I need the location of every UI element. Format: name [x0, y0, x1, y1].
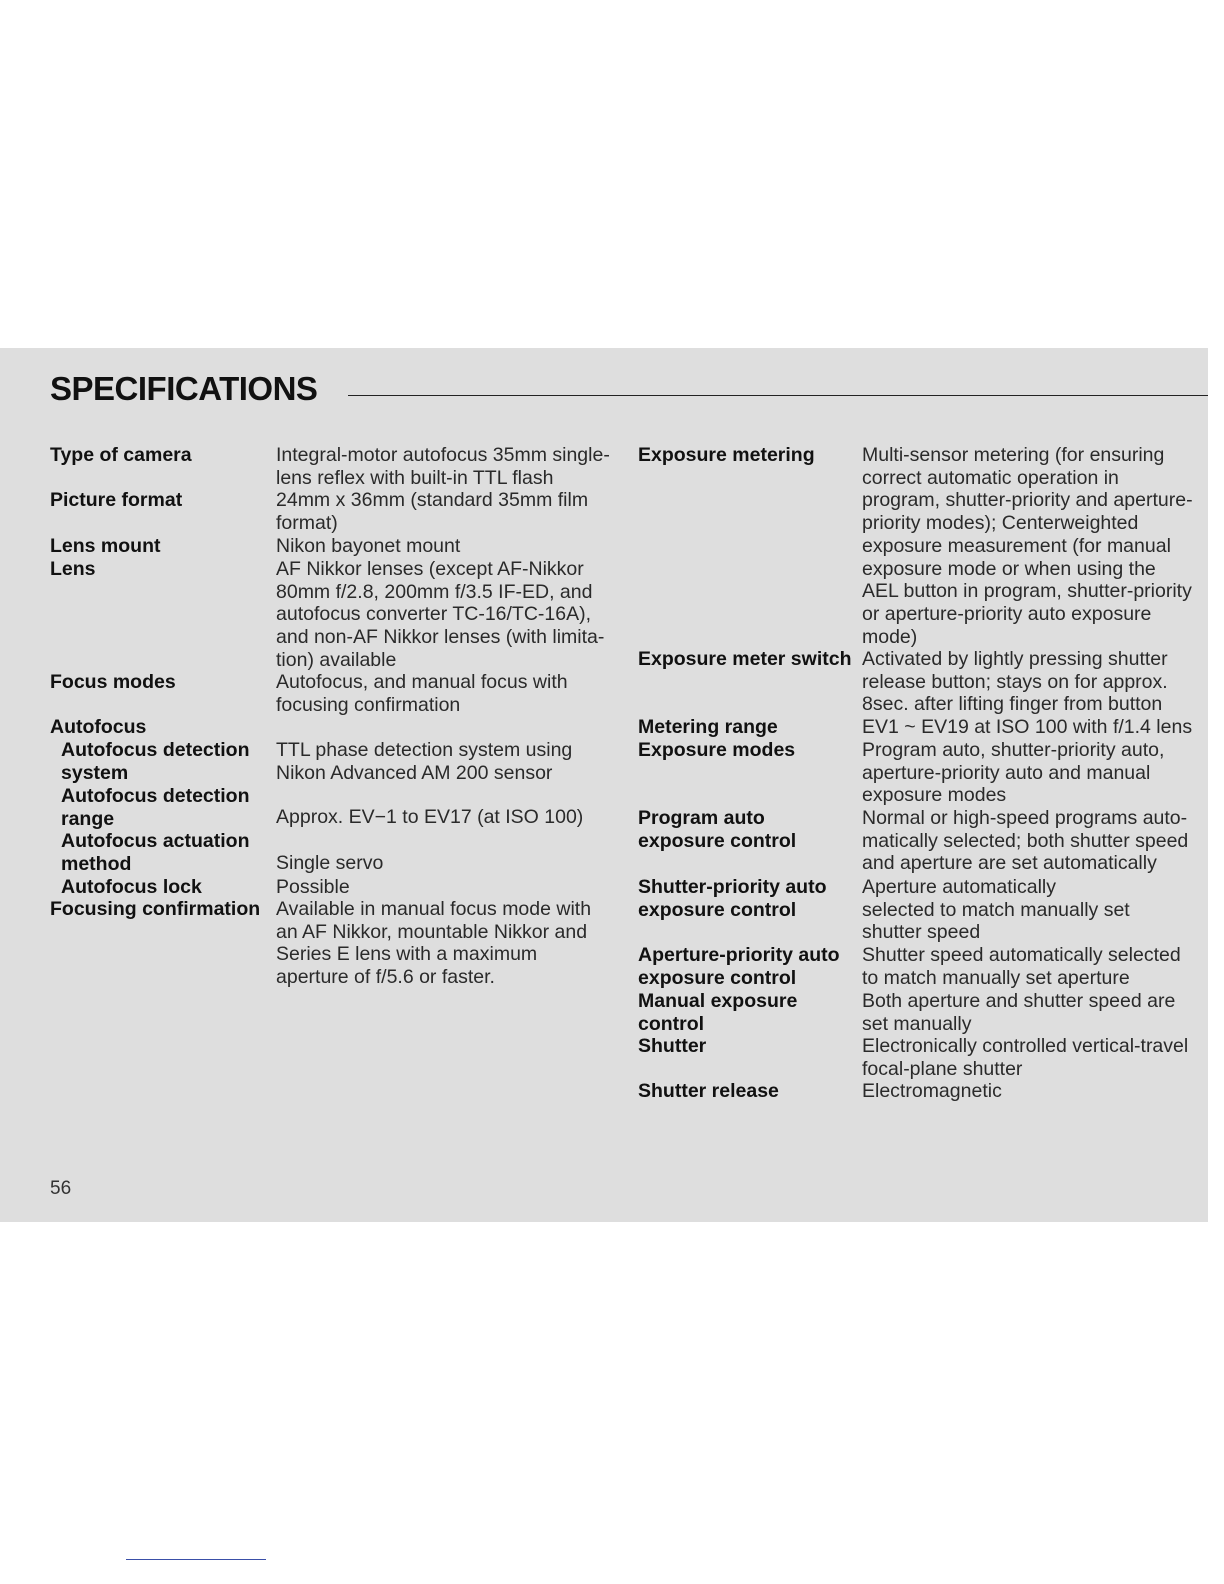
spec-label-left-line: Autofocus — [50, 716, 147, 738]
spec-value-right-line: and aperture are set automatically — [862, 852, 1157, 875]
spec-value-right-line: exposure mode or when using the — [862, 557, 1156, 580]
spec-value-left — [276, 806, 621, 829]
spec-value-left — [276, 444, 621, 489]
spec-value-right-line: Shutter speed automatically selected — [862, 944, 1181, 966]
spec-value-left-line: Approx. EV−1 to EV17 (at ISO 100) — [276, 806, 584, 828]
spec-label-left — [50, 785, 283, 830]
spec-value-right-line: release button; stays on for approx. — [862, 670, 1168, 693]
spec-value-right-line: shutter speed — [862, 921, 981, 944]
title-row — [50, 372, 1208, 408]
spec-value-left-line: format) — [276, 511, 338, 534]
spec-label-right — [638, 807, 860, 852]
spec-label-right-line: exposure control — [638, 829, 797, 852]
spec-value-right-line: focal-plane shutter — [862, 1057, 1023, 1080]
spec-value-left — [276, 489, 621, 534]
spec-value-right-line: correct automatic operation in — [862, 466, 1119, 489]
spec-value-right — [862, 807, 1202, 875]
spec-label-right — [638, 716, 860, 739]
spec-value-left-line: TTL phase detection system using — [276, 739, 573, 761]
spec-value-right-line: Electronically controlled vertical-travel — [862, 1035, 1189, 1057]
spec-value-left-line: lens reflex with built-in TTL flash — [276, 466, 554, 489]
spec-label-left-line: Autofocus actuation — [61, 830, 250, 852]
spec-value-right-line: Electromagnetic — [862, 1080, 1002, 1102]
spec-label-right-line: Shutter-priority auto — [638, 876, 827, 898]
spec-value-left — [276, 535, 621, 558]
spec-label-left-line: range — [61, 807, 115, 830]
spec-label-left-line: Picture format — [50, 489, 183, 511]
title-rule — [348, 395, 1208, 396]
spec-label-left-line: Autofocus detection — [61, 785, 250, 807]
spec-label-right-line: Program auto — [638, 807, 765, 829]
spec-label-right-line: Exposure modes — [638, 739, 796, 761]
spec-label-right — [638, 876, 860, 921]
spec-label-right — [638, 944, 860, 989]
spec-value-left-line: Series E lens with a maximum — [276, 943, 538, 966]
spec-value-left-line: Single servo — [276, 852, 384, 874]
spec-label-left — [50, 444, 272, 467]
spec-value-right-line: Aperture automatically — [862, 876, 1057, 898]
spec-value-right-line: Multi-sensor metering (for ensuring — [862, 444, 1165, 466]
page-number: 56 — [50, 1178, 72, 1199]
spec-value-left-line: Available in manual focus mode with — [276, 898, 592, 920]
spec-label-left — [50, 558, 272, 581]
spec-value-right-line: to match manually set aperture — [862, 966, 1130, 989]
spec-label-right-line: Manual exposure — [638, 990, 798, 1012]
spec-value-left-line: and non-AF Nikkor lenses (with limita- — [276, 626, 605, 649]
spec-value-left-line: 80mm f/2.8, 200mm f/3.5 IF-ED, and — [276, 580, 593, 603]
spec-value-left — [276, 876, 621, 899]
spec-value-right — [862, 648, 1202, 716]
spec-value-right-line: Activated by lightly pressing shutter — [862, 648, 1168, 670]
spec-value-right-line: set manually — [862, 1012, 972, 1035]
spec-label-right — [638, 444, 860, 467]
spec-label-right-line: control — [638, 1012, 705, 1035]
spec-value-right-line: or aperture-priority auto exposure — [862, 602, 1152, 625]
spec-label-right — [638, 648, 860, 671]
bottom-rule — [126, 1559, 266, 1560]
spec-label-left — [50, 739, 283, 784]
spec-value-right-line: program, shutter-priority and aperture- — [862, 489, 1193, 512]
spec-value-right-line: exposure modes — [862, 784, 1007, 807]
spec-value-left — [276, 852, 621, 875]
spec-value-left-line: autofocus converter TC-16/TC-16A), — [276, 603, 592, 626]
spec-value-left-line: focusing confirmation — [276, 693, 461, 716]
page-title: SPECIFICATIONS — [50, 370, 318, 407]
spec-value-right-line: Normal or high-speed programs auto- — [862, 807, 1188, 829]
spec-label-left — [50, 489, 272, 512]
spec-value-left — [276, 739, 621, 784]
spec-label-left — [50, 830, 283, 875]
spec-value-right-line: 8sec. after lifting finger from button — [862, 693, 1163, 716]
spec-label-left-line: Lens — [50, 558, 96, 580]
spec-label-right-line: Exposure metering — [638, 444, 815, 466]
spec-label-left-line: system — [61, 761, 129, 784]
spec-label-left-line: Autofocus detection — [61, 739, 250, 761]
spec-value-left-line: Possible — [276, 876, 350, 898]
spec-value-right-line: exposure measurement (for manual — [862, 534, 1171, 557]
spec-value-right-line: Program auto, shutter-priority auto, — [862, 739, 1165, 761]
spec-label-left-line: Type of camera — [50, 444, 192, 466]
spec-label-right-line: Aperture-priority auto — [638, 944, 840, 966]
spec-value-right-line: EV1 ~ EV19 at ISO 100 with f/1.4 lens — [862, 716, 1193, 738]
spec-value-left-line: Nikon bayonet mount — [276, 535, 461, 557]
spec-value-right-line: priority modes); Centerweighted — [862, 512, 1139, 535]
spec-value-left-line: aperture of f/5.6 or faster. — [276, 966, 495, 989]
spec-label-right — [638, 739, 860, 762]
spec-label-right-line: Exposure meter switch — [638, 648, 852, 670]
spec-value-right-line: matically selected; both shutter speed — [862, 829, 1189, 852]
spec-label-right — [638, 1035, 860, 1058]
spec-label-left-line: Focus modes — [50, 671, 176, 693]
spec-label-left — [50, 716, 272, 739]
spec-value-left-line: an AF Nikkor, mountable Nikkor and — [276, 920, 588, 943]
spec-value-right — [862, 990, 1202, 1035]
spec-value-left-line: AF Nikkor lenses (except AF-Nikkor — [276, 558, 584, 580]
spec-label-right — [638, 990, 860, 1035]
spec-label-left — [50, 898, 272, 921]
spec-value-left — [276, 558, 621, 672]
spec-value-left-line: 24mm x 36mm (standard 35mm film — [276, 489, 589, 511]
spec-label-left-line: Lens mount — [50, 535, 161, 557]
spec-value-right — [862, 444, 1202, 648]
spec-value-right — [862, 876, 1202, 944]
spec-label-left — [50, 671, 272, 694]
spec-label-right — [638, 1080, 860, 1103]
spec-value-left-line: tion) available — [276, 648, 397, 671]
spec-value-right-line: AEL button in program, shutter-priority — [862, 580, 1192, 603]
spec-label-right-line: exposure control — [638, 898, 797, 921]
spec-value-left — [276, 671, 621, 716]
spec-label-left-line: method — [61, 852, 132, 875]
spec-value-right-line: selected to match manually set — [862, 898, 1130, 921]
spec-value-right — [862, 1080, 1202, 1103]
spec-label-right-line: Metering range — [638, 716, 778, 738]
spec-value-left-line: Nikon Advanced AM 200 sensor — [276, 761, 553, 784]
spec-label-left — [50, 876, 283, 899]
spec-label-left-line: Focusing confirmation — [50, 898, 261, 920]
spec-label-right-line: Shutter — [638, 1035, 707, 1057]
spec-label-left — [50, 535, 272, 558]
spec-value-left-line: Autofocus, and manual focus with — [276, 671, 568, 693]
spec-value-right-line: Both aperture and shutter speed are — [862, 990, 1176, 1012]
spec-value-left — [276, 898, 621, 989]
spec-value-left-line: Integral-motor autofocus 35mm single- — [276, 444, 610, 466]
spec-label-right-line: Shutter release — [638, 1080, 779, 1102]
spec-value-right — [862, 739, 1202, 807]
spec-value-right — [862, 1035, 1202, 1080]
spec-value-right-line: mode) — [862, 625, 918, 648]
spec-value-right-line: aperture-priority auto and manual — [862, 761, 1151, 784]
spec-value-right — [862, 944, 1202, 989]
spec-label-left-line: Autofocus lock — [61, 876, 202, 898]
spec-value-right — [862, 716, 1202, 739]
spec-label-right-line: exposure control — [638, 966, 797, 989]
